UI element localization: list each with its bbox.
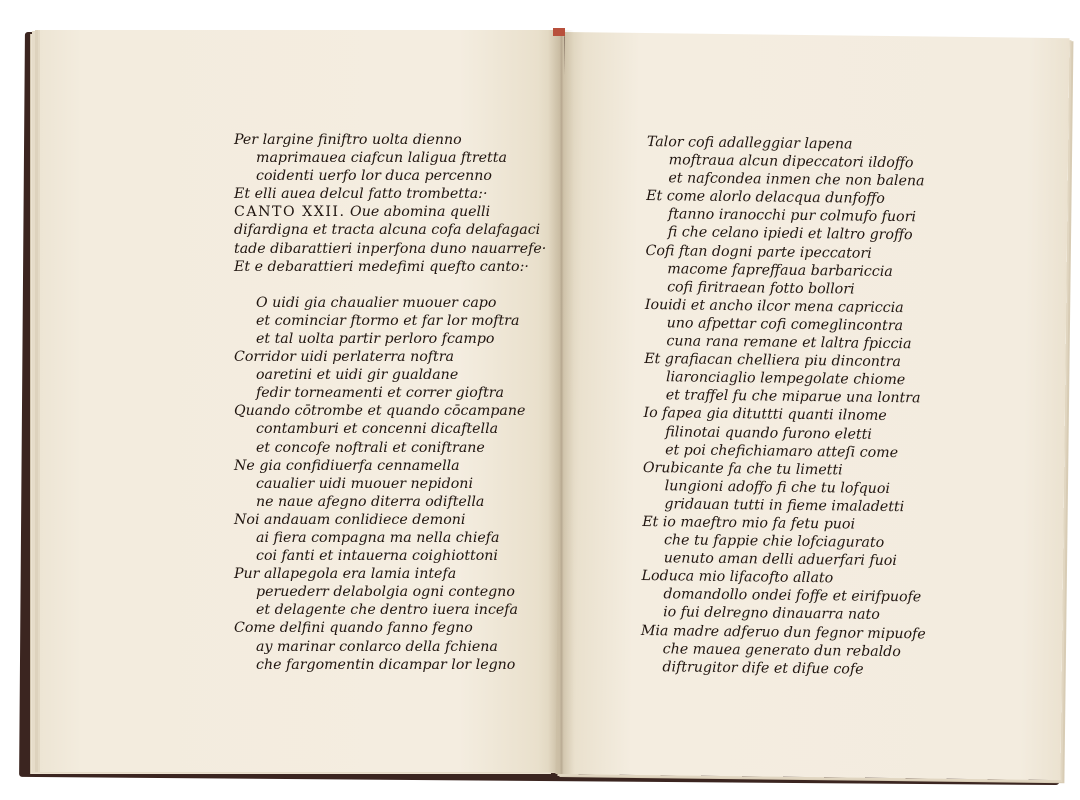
verse-line: coi fanti et intauerna coighiottoni (256, 548, 498, 565)
verse-line: coidenti uerfo lor duca percenno (256, 168, 492, 185)
stanza-gap (234, 276, 546, 294)
verse-line: ai fiera compagna ma nella chiefa (256, 529, 500, 546)
verse-line: peruederr delabolgia ogni contegno (256, 584, 515, 601)
verse-line: Iouidi et ancho ilcor mena capriccia (644, 296, 904, 316)
verse-line: diftrugitor dife et difue cofe (662, 658, 864, 678)
verse-line: Et grafiacan chelliera piu dincontra (644, 351, 902, 371)
verse-line: ftanno iranocchi pur colmufo fuori (667, 206, 917, 226)
verse-line: fi che celano ipiedi et laltro groffo (667, 224, 913, 244)
verse-line: et cominciar ftormo et far lor moftra (256, 312, 520, 329)
verse-line: O uidi gia chaualier muouer capo (256, 294, 497, 311)
verse-line: Come delfini quando fanno fegno (234, 620, 473, 637)
verse-line: Et elli auea delcul fatto trombetta:· (234, 186, 488, 203)
verse-line: cuna rana remane et laltra fpiccia (666, 333, 912, 353)
canto-heading-line (234, 203, 546, 221)
verse-line: che mauea generato dun rebaldo (662, 640, 901, 660)
verse-line: Io fapea gia dituttti quanti ilnome (643, 405, 887, 425)
verse-line: macome fapreffaua barbariccia (667, 260, 893, 280)
verse-line: Et come alorlo delacqua dunfoffo (646, 188, 885, 208)
verse-line: et poi chefichiamaro atteſi come (665, 441, 899, 461)
verse-line: uenuto aman delli aduerfari fuoi (663, 550, 897, 570)
verse-line: Ne gia confidiuerfa cennamella (234, 457, 460, 474)
verse-line: Loduca mio lifacofto allato (641, 568, 834, 587)
verse-line: tade dibarattieri inperfona duno nauarrefe· (234, 240, 547, 257)
verse-line: et tal uolta partir perloro fcampo (256, 330, 495, 347)
verse-line: fedir torneamenti et correr gioftra (256, 385, 505, 402)
verse-line: et traffel fu che miparue una lontra (665, 387, 921, 407)
canto-number: CANTO XXII. (234, 204, 346, 221)
verse-line: lungioni adoffo fi che tu lofquoi (664, 478, 891, 497)
verse-line: Quando cōtrombe et quando cōcampane (234, 403, 526, 420)
verse-line: maprimauea ciafcun laligua ftretta (256, 150, 507, 167)
book-gutter (548, 30, 574, 774)
verse-line: liaronciaglio lempegolate chiome (665, 369, 906, 389)
verse-line: difardigna et tracta alcuna cofa delafagaci (234, 222, 541, 239)
verse-line: io fui delregno dinauarra nato (663, 604, 880, 624)
verse-line: Et io maeftro mio fa fetu puoi (642, 513, 856, 533)
canto-summary: Oue abomina quelli (345, 204, 491, 221)
verse-line: et concofe noftrali et coniftrane (256, 439, 485, 456)
verse-line: ay marinar conlarco della fchiena (256, 638, 498, 655)
verse-line: contamburi et concenni dicaftella (256, 421, 499, 438)
verse-line: Noi andauam conlidiece demoni (234, 511, 466, 528)
verse-line: domandollo ondei foffe et eirifpuofe (663, 586, 922, 606)
verse-line: et delagente che dentro iuera incefa (256, 602, 518, 619)
verse-line: filinotai quando furono eletti (665, 423, 872, 443)
verse-line: Mia madre adferuo dun fegnor mipuofe (640, 622, 926, 642)
verse-line: Pur allapegola era lamia intefa (234, 566, 457, 583)
verse-line: gridauan tutti in fieme imaladetti (664, 496, 905, 516)
verse-line: che fargomentin dicampar lor legno (256, 656, 516, 673)
left-page-text (234, 131, 546, 674)
verse-line: Cofi ftan dogni parte ipeccatori (645, 242, 872, 262)
verse-line: caualier uidi muouer nepidoni (256, 475, 473, 492)
verse-line: Per largine finiftro uolta dienno (234, 132, 462, 148)
verse-line: ne naue afegno diterra odiftella (256, 493, 485, 510)
bookmark-ribbon (553, 28, 565, 36)
verse-line: Et e debarattieri medefimi quefto canto:· (234, 258, 529, 275)
verse-line: moftraua alcun dipeccatori ildoffo (668, 152, 914, 172)
verse-line: Talor cofi adalleggiar lapena (646, 133, 853, 153)
verse-line: Orubicante fa che tu limetti (642, 459, 843, 479)
verse-line: Corridor uidi perlaterra noftra (234, 349, 454, 366)
verse-line: uno afpettar cofi comeglincontra (666, 315, 904, 335)
verse-line: oaretini et uidi gir gualdane (256, 367, 459, 384)
verse-line: che tu fappie chie lofciagurato (663, 532, 885, 551)
right-page-text (640, 133, 931, 679)
verse-line: et nafcondea inmen che non balena (668, 170, 925, 190)
verse-line: cofi firitraean fotto bollori (667, 279, 855, 298)
